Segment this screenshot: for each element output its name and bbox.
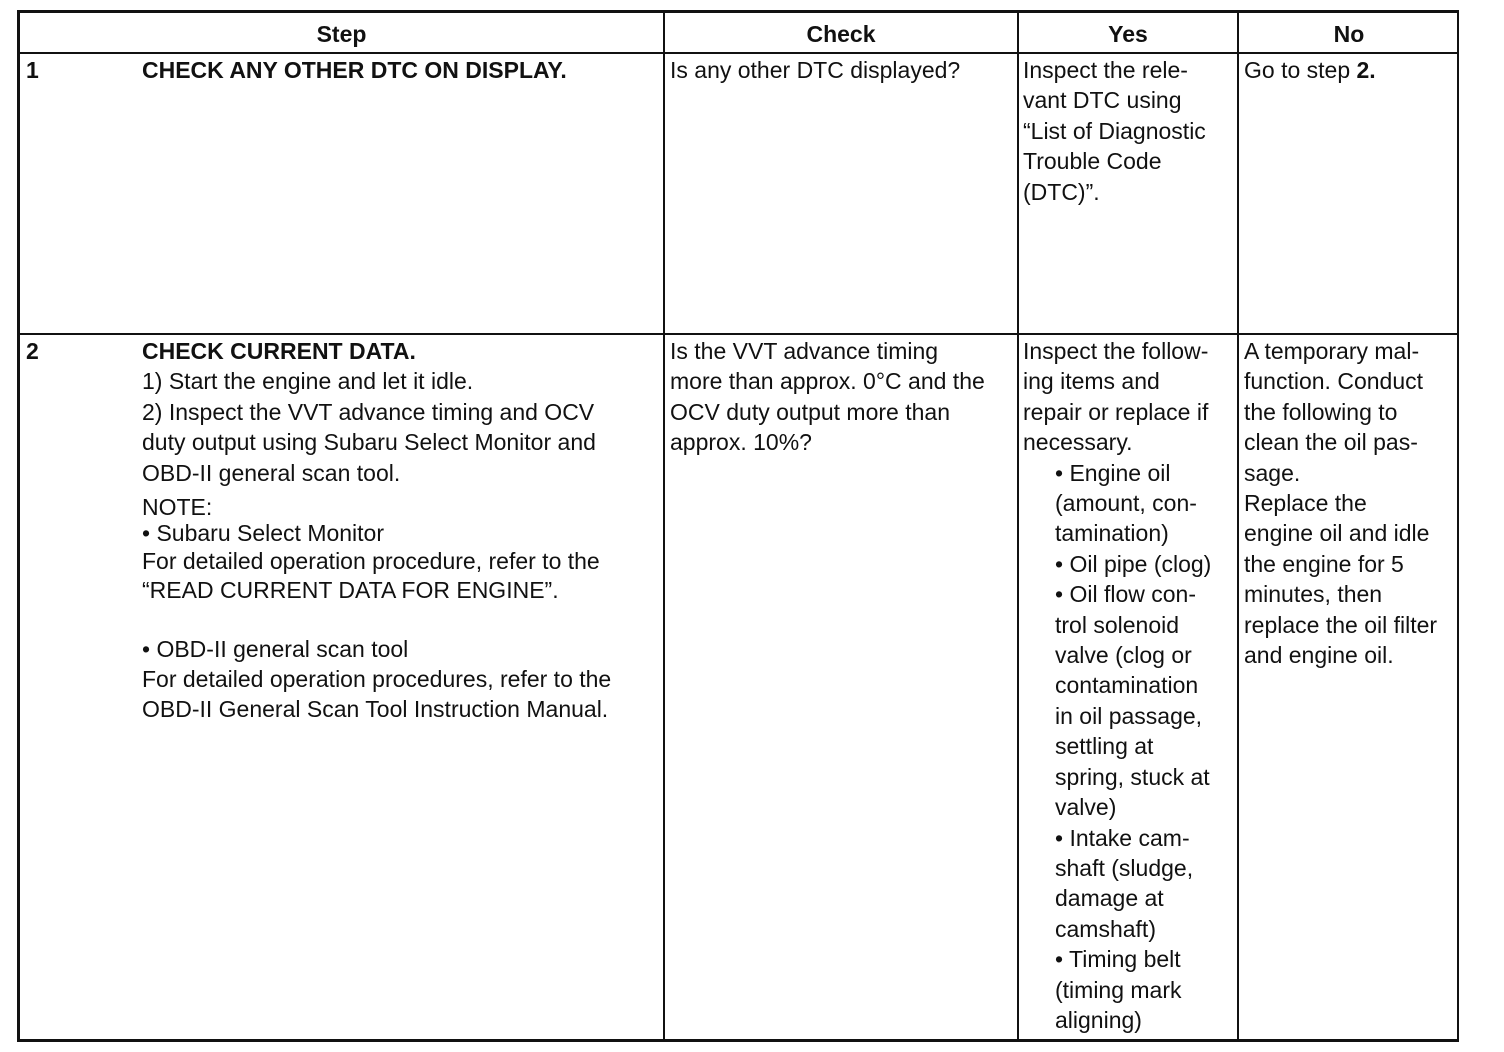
yes-item-line: aligning) <box>1055 1006 1142 1033</box>
row1-step-number: 1 <box>26 57 39 83</box>
row2-no-line: minutes, then <box>1244 581 1383 608</box>
row2-step-line: 2) Inspect the VVT advance timing and OCV <box>142 398 595 425</box>
row2-no-line: A temporary mal- <box>1244 338 1420 364</box>
row2-no-line: engine oil and idle <box>1244 520 1430 547</box>
row-divider <box>20 333 1457 335</box>
yes-item-line: trol solenoid <box>1055 611 1180 638</box>
row2-no-line: the following to <box>1244 398 1398 425</box>
column-divider <box>1017 13 1019 1039</box>
yes-item-line: settling at <box>1055 733 1154 760</box>
row2-step-line: duty output using Subaru Select Monitor and <box>142 429 596 456</box>
row2-check <box>670 336 985 458</box>
yes-item-line: • Timing belt <box>1055 946 1181 973</box>
row2-step-line: 1) Start the engine and let it idle. <box>142 368 474 395</box>
yes-item-intake-camshaft <box>1023 823 1211 945</box>
yes-item-engine-oil <box>1023 458 1211 549</box>
row2-check-line: Is the VVT advance timing <box>670 338 939 364</box>
column-divider <box>663 13 665 1039</box>
row2-check-line: more than approx. 0°C and the <box>670 368 985 395</box>
yes-item-line: in oil passage, <box>1055 702 1203 729</box>
yes-item-line: damage at <box>1055 885 1164 912</box>
yes-item-line: valve) <box>1055 794 1117 821</box>
header-step: Step <box>316 21 367 47</box>
row1-yes-line: vant DTC using <box>1023 87 1182 114</box>
row1-yes-line: Trouble Code <box>1023 148 1162 175</box>
yes-item-oil-flow-control-valve <box>1023 579 1211 822</box>
yes-item-line: (amount, con- <box>1055 490 1197 517</box>
note-text-line: OBD-II General Scan Tool Instruction Manual. <box>142 696 609 723</box>
column-divider <box>1237 13 1239 1039</box>
header-no: No <box>1333 21 1365 47</box>
row2-no-line: function. Conduct <box>1244 368 1424 395</box>
row2-yes <box>1023 336 1211 1035</box>
row2-no-line: and engine oil. <box>1244 642 1394 669</box>
yes-item-line: • Engine oil <box>1055 459 1171 486</box>
row2-no <box>1244 336 1437 670</box>
row2-yes-intro-line: ing items and <box>1023 368 1160 395</box>
row2-no-line: the engine for 5 <box>1244 550 1404 577</box>
row2-no-line: replace the oil filter <box>1244 611 1438 638</box>
note-text-line: “READ CURRENT DATA FOR ENGINE”. <box>142 577 559 604</box>
row2-step-number: 2 <box>26 338 39 364</box>
note-bullet-scan-tool: • OBD-II general scan tool <box>142 636 409 663</box>
row2-yes-intro-line: necessary. <box>1023 429 1133 456</box>
row1-yes-line: Inspect the rele- <box>1023 57 1188 83</box>
row2-step-line: OBD-II general scan tool. <box>142 459 401 486</box>
header-yes: Yes <box>1108 21 1148 47</box>
row1-yes <box>1023 55 1206 207</box>
row1-step-title: CHECK ANY OTHER DTC ON DISPLAY. <box>142 57 567 83</box>
row1-no <box>1244 55 1376 85</box>
note-bullet-select-monitor: • Subaru Select Monitor <box>142 520 385 547</box>
diagnostic-table <box>17 10 1459 1042</box>
header-divider <box>20 52 1457 54</box>
yes-item-line: (timing mark <box>1055 976 1182 1003</box>
row1-no-step-ref: 2. <box>1356 57 1376 83</box>
yes-item-line: camshaft) <box>1055 915 1156 942</box>
row1-yes-line: (DTC)”. <box>1023 178 1100 205</box>
row2-step-title: CHECK CURRENT DATA. <box>142 338 416 364</box>
yes-item-line: shaft (sludge, <box>1055 854 1194 881</box>
row2-yes-intro-line: Inspect the follow- <box>1023 338 1209 364</box>
yes-item-line: valve (clog or <box>1055 642 1192 669</box>
row1-yes-line: “List of Diagnostic <box>1023 117 1206 144</box>
yes-item-timing-belt <box>1023 944 1211 1035</box>
yes-item-line: • Oil pipe (clog) <box>1055 550 1212 577</box>
row2-no-line: sage. <box>1244 459 1301 486</box>
row1-check: Is any other DTC displayed? <box>670 57 961 83</box>
row2-no-line: Replace the <box>1244 490 1367 517</box>
row2-check-line: approx. 10%? <box>670 429 812 456</box>
yes-item-oil-pipe <box>1023 549 1211 579</box>
yes-item-line: contamination <box>1055 672 1199 699</box>
row2-check-line: OCV duty output more than <box>670 398 950 425</box>
note-text-line: For detailed operation procedure, refer to the <box>142 548 600 575</box>
row2-no-line: clean the oil pas- <box>1244 429 1418 456</box>
row1-no-text: Go to step <box>1244 57 1357 83</box>
row2-step-content <box>142 336 611 725</box>
row2-yes-intro-line: repair or replace if <box>1023 398 1209 425</box>
note-text-line: For detailed operation procedures, refer to the <box>142 666 612 693</box>
yes-item-line: • Intake cam- <box>1055 824 1190 851</box>
note-label: NOTE: <box>142 494 213 521</box>
yes-item-line: tamination) <box>1055 520 1169 547</box>
header-check: Check <box>806 21 876 47</box>
yes-item-line: • Oil flow con- <box>1055 581 1196 608</box>
yes-item-line: spring, stuck at <box>1055 763 1210 790</box>
